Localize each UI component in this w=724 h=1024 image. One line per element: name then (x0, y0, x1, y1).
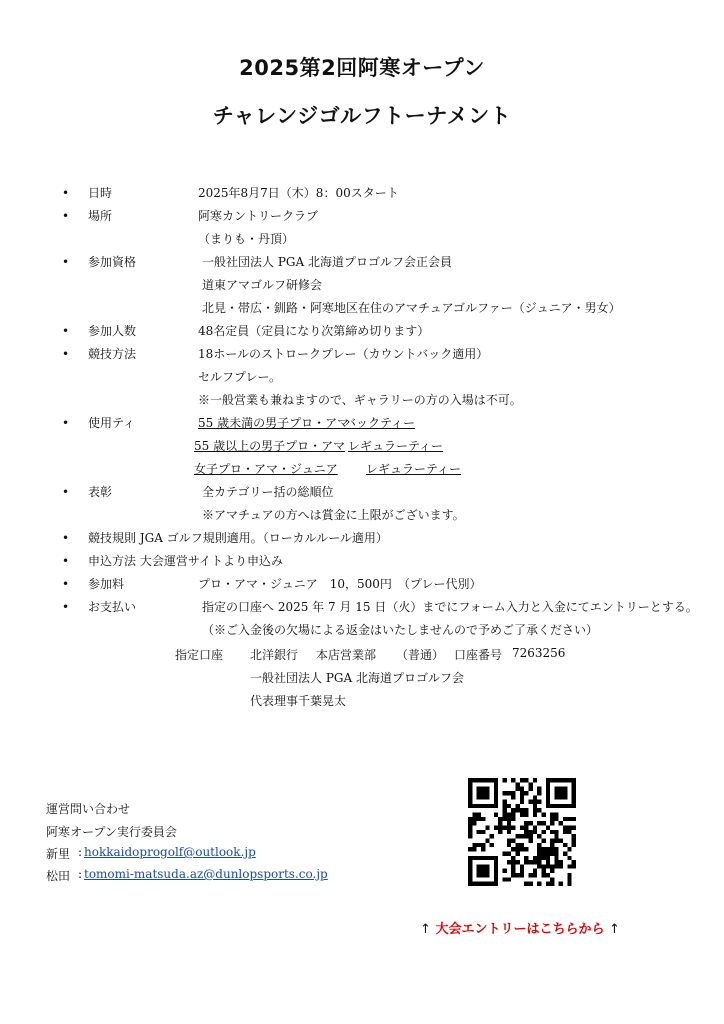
bullet-icon: • (62, 600, 70, 614)
contact-heading: 運営問い合わせ (46, 802, 131, 816)
email-link[interactable]: tomomi-matsuda.az@dunlopsports.co.jp (84, 867, 328, 881)
item-label: 場所 (88, 209, 113, 223)
item-continuation (0, 504, 724, 527)
bullet-icon: • (62, 255, 70, 269)
item-label: 参加料 (88, 577, 125, 591)
tee-group: 女子プロ・アマ・ジュニア (194, 462, 338, 476)
representative: 代表理事千葉晃太 (250, 694, 347, 708)
item-label: 使用ティ (88, 416, 136, 430)
tee-group: 55 歳未満の男子プロ・アマ (198, 416, 350, 430)
tee-name: バックティー (344, 416, 416, 430)
item-value: 全カテゴリー括の総順位 (202, 485, 334, 499)
item-label: 表彰 (88, 485, 113, 499)
bullet-icon: • (62, 324, 70, 338)
tee-group: 55 歳以上の男子プロ・アマ (194, 439, 346, 453)
item-label: お支払い (88, 600, 137, 614)
item-label: 参加資格 (88, 255, 137, 269)
entry-caption (420, 918, 620, 937)
contact-person-name: 新里 (46, 847, 71, 861)
bullet-icon: • (62, 577, 70, 591)
entry-text: 大会エントリーはこちらから (435, 922, 605, 937)
item-continuation (0, 389, 724, 412)
bullet-icon: • (62, 186, 70, 200)
bank-name: 北洋銀行 (250, 648, 299, 662)
bank-branch: 本店営業部 (316, 648, 377, 662)
bullet-icon: • (62, 209, 70, 223)
item-continuation (0, 619, 724, 642)
bullet-icon: • (62, 416, 70, 430)
item-fee (0, 573, 724, 596)
colon: : (78, 845, 83, 859)
details-list (0, 182, 724, 642)
tee-row (0, 458, 724, 481)
item-continuation (0, 228, 724, 251)
email-link[interactable]: hokkaidoprogolf@outlook.jp (84, 845, 256, 859)
item-payment (0, 596, 724, 619)
item-value: 北見・帯広・釧路・阿寒地区在住のアマチュアゴルファー（ジュニア・男女） (202, 301, 621, 315)
item-capacity (0, 320, 724, 343)
item-value: 指定の口座へ 2025 年 7 月 15 日（火）までにフォーム入力と入金にてエントリーとする。 (202, 600, 698, 614)
title-line-1: 2025第2回阿寒オープン (239, 56, 485, 80)
item-value: 一般社団法人 PGA 北海道プロゴルフ会正会員 (202, 255, 452, 269)
account-holder: 一般社団法人 PGA 北海道プロゴルフ会 (250, 671, 464, 685)
item-apply (0, 550, 724, 573)
arrow-up-icon: ↑ (608, 922, 620, 937)
item-value: ※一般営業も兼ねますので、ギャラリーの方の入場は不可。 (198, 393, 522, 407)
bank-label: 指定口座 (175, 648, 224, 662)
bullet-icon: • (62, 485, 70, 499)
item-continuation (0, 297, 724, 320)
contact-person-name: 松田 (46, 869, 71, 883)
bullet-icon: • (62, 347, 70, 361)
tee-row (0, 435, 724, 458)
item-text: 申込方法 大会運営サイトより申込み (88, 554, 283, 568)
item-rules (0, 527, 724, 550)
item-qualification (0, 251, 724, 274)
item-tees (0, 412, 724, 435)
account-label: 口座番号 (454, 648, 503, 662)
item-value: （まりも・丹頂） (198, 232, 295, 246)
account-number: 7263256 (512, 646, 566, 660)
arrow-up-icon: ↑ (420, 922, 431, 937)
item-continuation (0, 366, 724, 389)
item-format (0, 343, 724, 366)
item-date (0, 182, 724, 205)
colon: : (78, 867, 83, 881)
title-line-2: チャレンジゴルフトーナメント (212, 104, 512, 128)
item-awards (0, 481, 724, 504)
item-value: 18ホールのストロークプレー（カウントバック適用） (198, 347, 489, 361)
tee-name: レギュラーティー (348, 439, 444, 453)
account-type: （普通） (396, 648, 445, 662)
qr-code[interactable] (468, 778, 576, 886)
item-value: 阿寒カントリークラブ (198, 209, 319, 223)
bullet-icon: • (62, 554, 70, 568)
item-label: 参加人数 (88, 324, 137, 338)
item-value: セルフプレー。 (198, 370, 282, 384)
item-value: 2025年8月7日（木）8：00スタート (198, 186, 399, 200)
tee-name: レギュラーティー (366, 462, 462, 476)
bullet-icon: • (62, 531, 70, 545)
contact-org: 阿寒オープン実行委員会 (46, 825, 177, 839)
item-value: プロ・アマ・ジュニア 10，500円 （プレー代別） (198, 577, 482, 591)
item-value: （※ご入金後の欠場による返金はいたしませんので予めご了承ください） (202, 623, 599, 637)
item-value: 48名定員（定員になり次第締め切ります） (198, 324, 430, 338)
item-text: 競技規則 JGA ゴルフ規則適用。（ローカルルール適用） (88, 531, 388, 545)
item-value: 道東アマゴルフ研修会 (202, 278, 323, 292)
item-value: ※アマチュアの方へは賞金に上限がございます。 (202, 508, 465, 522)
item-label: 競技方法 (88, 347, 137, 361)
item-venue (0, 205, 724, 228)
item-continuation (0, 274, 724, 297)
item-label: 日時 (88, 186, 113, 200)
